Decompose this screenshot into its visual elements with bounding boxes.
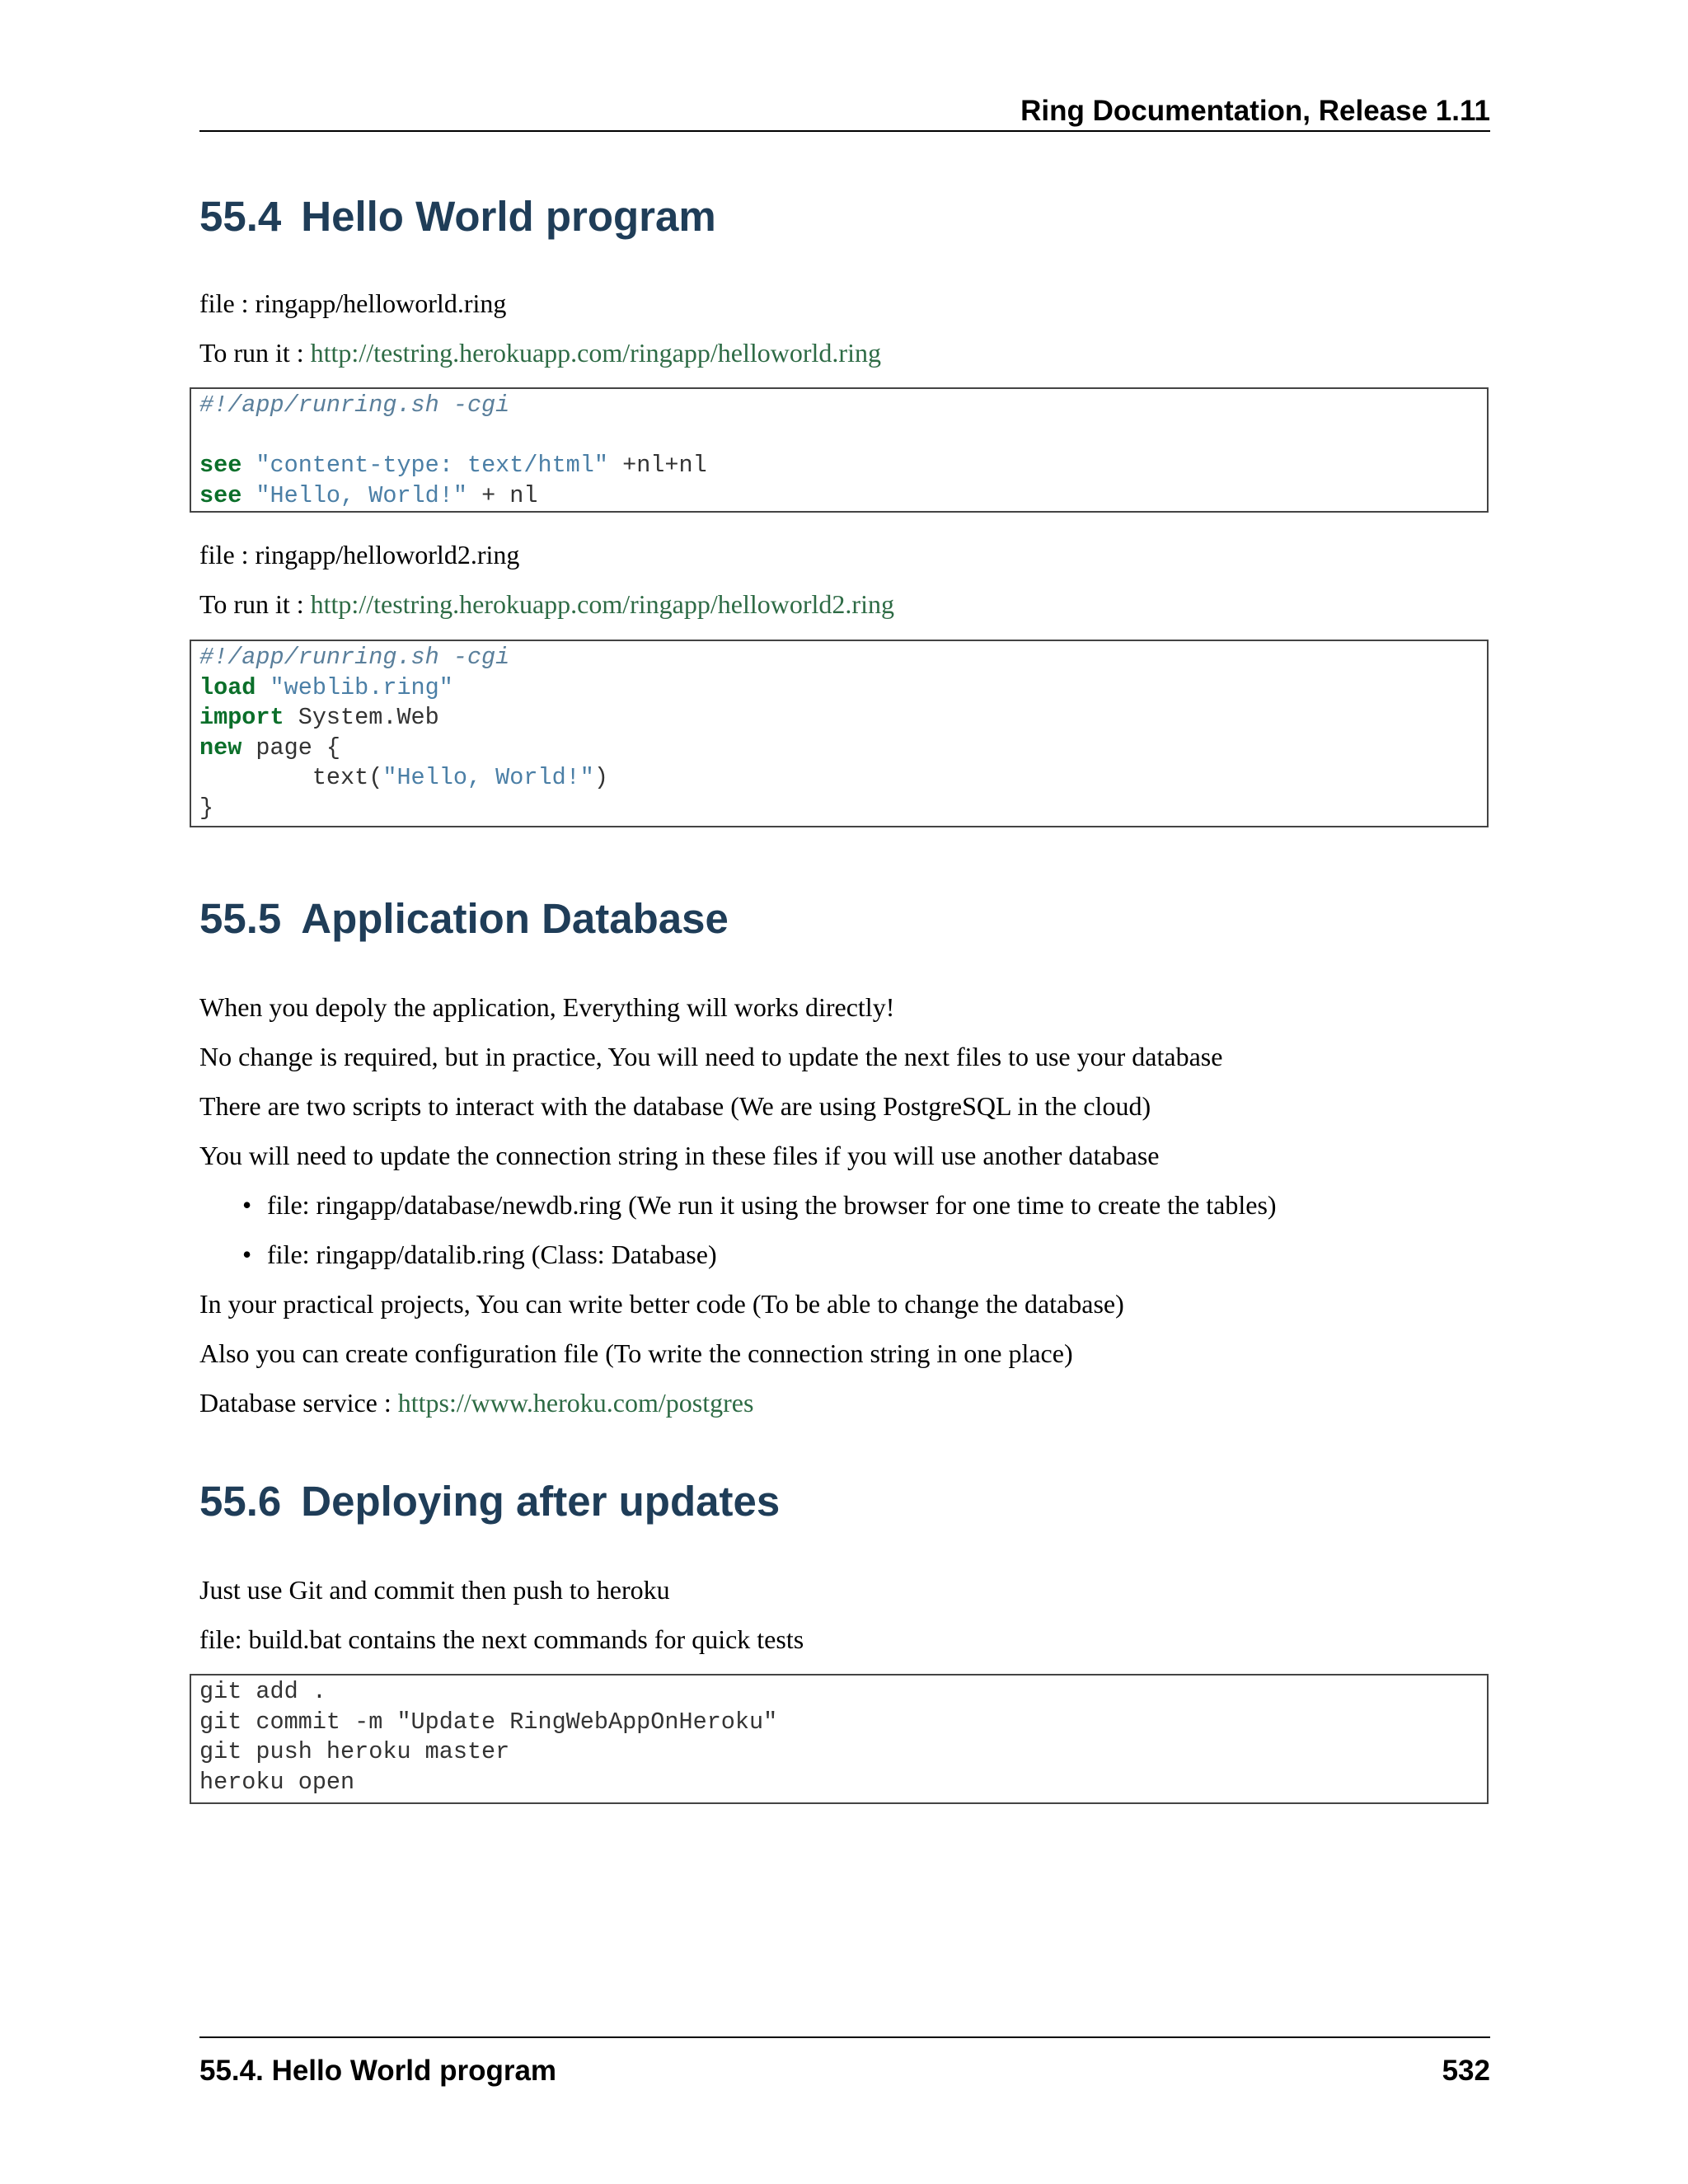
paragraph: There are two scripts to interact with the database (We are using PostgreSQL in the cloud) bbox=[199, 1091, 1151, 1121]
database-service bbox=[199, 1386, 753, 1419]
code-line: git push heroku master bbox=[199, 1738, 510, 1765]
paragraph: When you depoly the application, Everything will works directly! bbox=[199, 992, 895, 1022]
code-string: "Hello, World!" bbox=[256, 481, 467, 509]
code-block-helloworld2 bbox=[190, 640, 1489, 827]
running-header: Ring Documentation, Release 1.11 bbox=[199, 92, 1490, 132]
paragraph: In your practical projects, You can write better code (To be able to change the database) bbox=[199, 1289, 1124, 1319]
section-title: Application Database bbox=[301, 895, 729, 942]
postgres-link[interactable]: https://www.heroku.com/postgres bbox=[397, 1388, 754, 1418]
run-instruction bbox=[199, 588, 894, 621]
file-list bbox=[199, 1188, 1277, 1287]
code-line: #!/app/runring.sh -cgi bbox=[199, 644, 510, 671]
code-text: +nl+nl bbox=[608, 452, 707, 479]
code-keyword: see bbox=[199, 452, 242, 479]
code-text: + nl bbox=[467, 481, 538, 509]
code-line: git commit -m "Update RingWebAppOnHeroku" bbox=[199, 1708, 778, 1736]
page-number: 532 bbox=[1442, 2055, 1490, 2087]
section-title: Hello World program bbox=[301, 193, 716, 240]
code-line bbox=[199, 733, 1479, 764]
paragraph: You will need to update the connection string in these files if you will use another database bbox=[199, 1141, 1160, 1170]
code-keyword: load bbox=[199, 673, 256, 701]
code-keyword: new bbox=[199, 733, 242, 762]
list-item-text: file: ringapp/datalib.ring (Class: Database) bbox=[267, 1240, 717, 1269]
helloworld2-link[interactable]: http://testring.herokuapp.com/ringapp/helloworld2.ring bbox=[310, 589, 894, 619]
code-string: "content-type: text/html" bbox=[256, 452, 608, 479]
section-heading-55-4 bbox=[199, 192, 716, 241]
code-string: "weblib.ring" bbox=[270, 673, 453, 701]
list-item bbox=[199, 1238, 1277, 1287]
section-number: 55.5 bbox=[199, 895, 282, 942]
code-line bbox=[199, 451, 1479, 481]
code-line bbox=[199, 481, 1479, 512]
code-text: ) bbox=[593, 764, 608, 791]
code-line: git add . bbox=[199, 1678, 326, 1705]
file-label: file : ringapp/helloworld2.ring bbox=[199, 540, 520, 569]
code-line bbox=[199, 673, 1479, 704]
footer-section: 55.4. Hello World program bbox=[199, 2055, 557, 2087]
section-title: Deploying after updates bbox=[301, 1478, 781, 1525]
paragraph: No change is required, but in practice, You will need to update the next files to use your database bbox=[199, 1042, 1223, 1071]
file-label: file : ringapp/helloworld.ring bbox=[199, 288, 507, 318]
bullet-icon: • bbox=[242, 1190, 252, 1220]
code-text: System.Web bbox=[284, 704, 439, 731]
paragraph: Also you can create configuration file (To write the connection string in one place) bbox=[199, 1338, 1073, 1368]
run-prefix: To run it : bbox=[199, 589, 311, 619]
section-heading-55-6 bbox=[199, 1477, 780, 1526]
code-text: text( bbox=[199, 764, 383, 791]
code-keyword: see bbox=[199, 481, 242, 509]
code-line: } bbox=[199, 794, 214, 822]
code-line-blank bbox=[199, 421, 1479, 452]
code-block-helloworld bbox=[190, 387, 1489, 513]
code-line bbox=[199, 763, 1479, 794]
helloworld-link[interactable]: http://testring.herokuapp.com/ringapp/helloworld.ring bbox=[310, 338, 881, 368]
code-line: heroku open bbox=[199, 1768, 355, 1796]
list-item bbox=[199, 1188, 1277, 1238]
list-item-text: file: ringapp/database/newdb.ring (We run it using the browser for one time to create the tables) bbox=[267, 1190, 1277, 1220]
service-prefix: Database service : bbox=[199, 1388, 398, 1418]
run-prefix: To run it : bbox=[199, 338, 311, 368]
section-number: 55.6 bbox=[199, 1478, 282, 1525]
section-heading-55-5 bbox=[199, 894, 729, 944]
code-string: "Hello, World!" bbox=[382, 764, 594, 791]
code-line bbox=[199, 703, 1479, 733]
section-number: 55.4 bbox=[199, 193, 282, 240]
run-instruction bbox=[199, 336, 881, 369]
code-line: #!/app/runring.sh -cgi bbox=[199, 391, 510, 419]
code-block-build bbox=[190, 1674, 1489, 1804]
code-text: page { bbox=[241, 733, 341, 762]
paragraph: Just use Git and commit then push to heroku bbox=[199, 1575, 670, 1605]
bullet-icon: • bbox=[242, 1240, 252, 1269]
paragraph: file: build.bat contains the next commands for quick tests bbox=[199, 1624, 804, 1654]
running-footer bbox=[199, 2036, 1490, 2088]
code-keyword: import bbox=[199, 704, 284, 731]
